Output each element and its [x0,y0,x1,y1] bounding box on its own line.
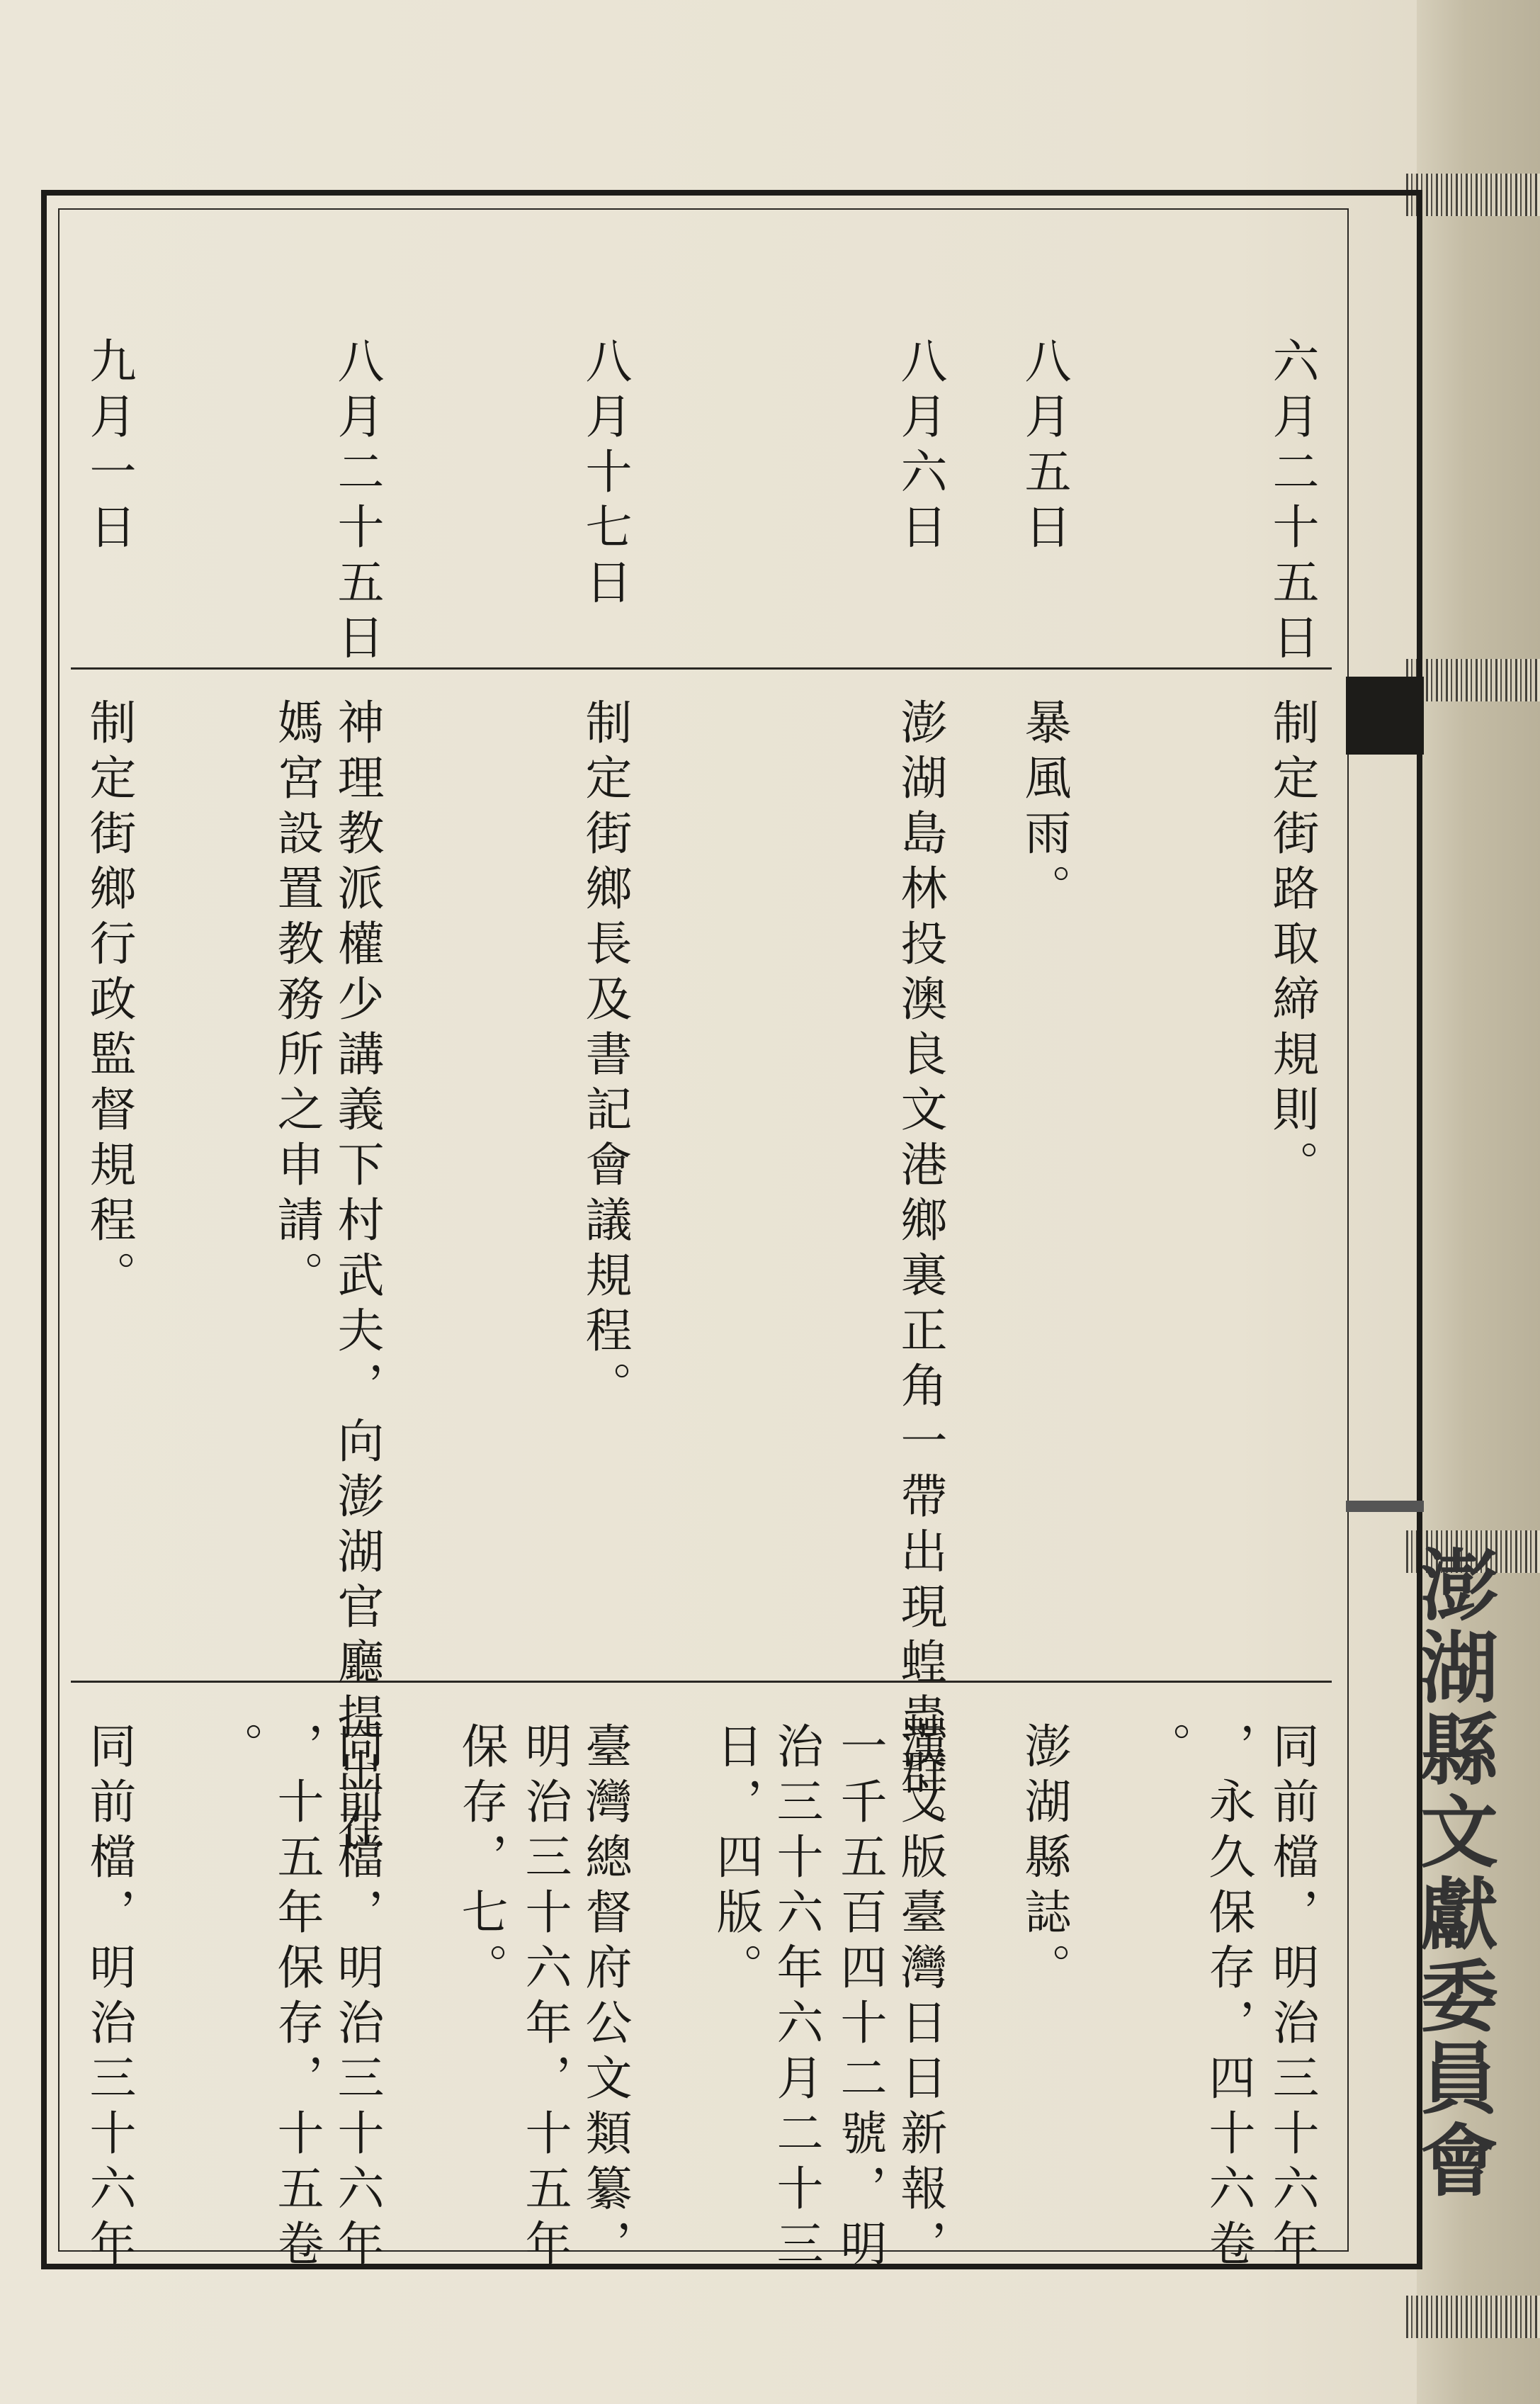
page-frame-inner [58,208,1349,2252]
section-marker-line [1346,1501,1424,1512]
entry-source-line: 臺灣總督府公文類纂， [577,1722,632,2274]
entry-source-line: 一千五百四十二號，明 [832,1722,887,2274]
entry-source-line: 澎湖縣誌。 [1017,1722,1071,1998]
entry-source-line: ，十五年保存，十五卷 [269,1722,324,2274]
entry-event: 神理教派權少講義下村武夫，向澎湖官廳提出在 [329,698,384,1858]
spine-tear-mark [1406,2296,1540,2338]
entry-event: 澎湖島林投澳良文港鄉裏正角一帶出現蝗蟲群。 [893,698,947,1858]
entry-source-line: 明治三十六年，十五年 [517,1722,572,2274]
section-marker [1346,677,1424,755]
entry-event: 暴風雨。 [1017,698,1071,919]
entry-source-line: 同前檔，明治三十六年 [329,1722,384,2274]
entry-source-line: 同前檔，明治三十六年 [81,1722,136,2274]
spine-publisher-title: 澎湖縣文獻委員會 [1408,1545,1499,2202]
entry-source-line: 保存，七。 [453,1722,508,1998]
entry-date: 八月六日 [893,337,947,558]
entry-event: 制定街鄉行政監督規程。 [81,698,136,1306]
spine-tear-mark [1406,174,1540,216]
entry-event: 制定街路取締規則。 [1264,698,1319,1195]
spine-tear-mark [1406,659,1540,701]
entry-source-line: 漢文版臺灣日日新報， [893,1722,947,2274]
entry-source-line: 。 [209,1722,264,1777]
row-divider-date-event [71,667,1332,670]
entry-source-line: 。 [1137,1722,1191,1777]
entry-source-line: 日，四版。 [708,1722,763,1998]
entry-source-line: ，永久保存，四十六卷 [1201,1722,1255,2274]
entry-date: 六月二十五日 [1264,337,1319,668]
entry-source-line: 同前檔，明治三十六年 [1264,1722,1319,2274]
entry-source-line: 治三十六年六月二十三 [769,1722,823,2274]
entry-date: 九月一日 [81,337,136,558]
entry-event: 媽宮設置教務所之申請。 [269,698,324,1306]
entry-date: 八月五日 [1017,337,1071,558]
entry-event: 制定街鄉長及書記會議規程。 [577,698,632,1416]
entry-date: 八月十七日 [577,337,632,613]
row-divider-event-source [71,1681,1332,1683]
entry-date: 八月二十五日 [329,337,384,668]
